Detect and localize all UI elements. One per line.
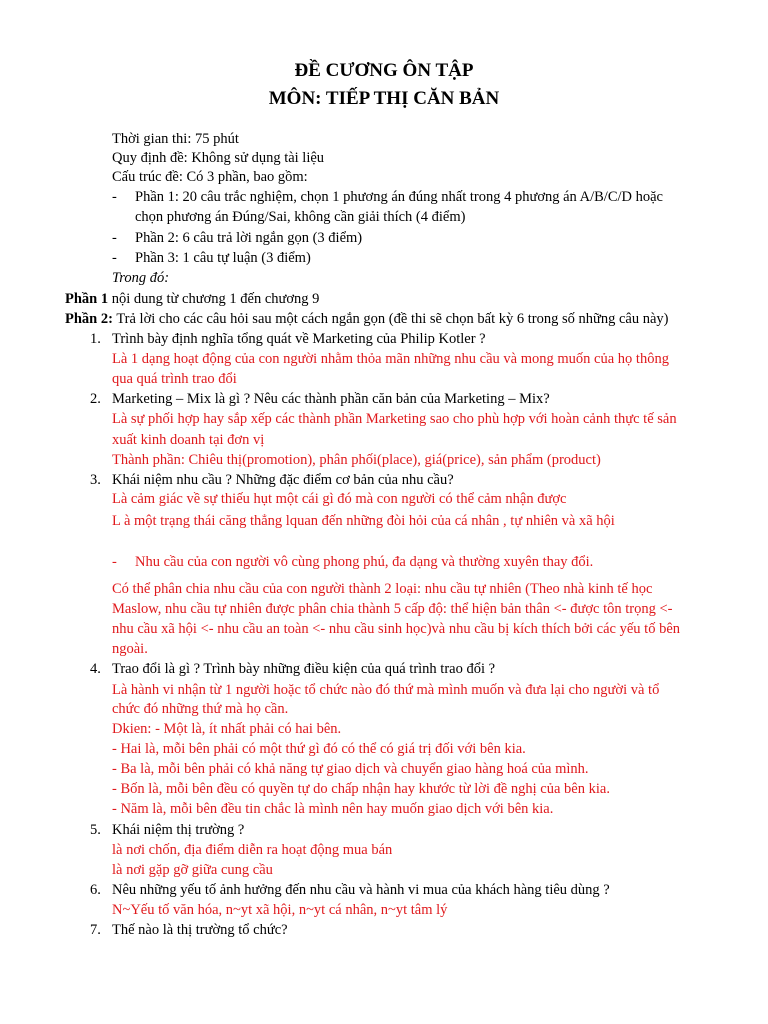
answer-3-line2: L à một trạng thái căng thẳng lquan đến những đòi hỏi của cá nhân , tự nhiên và xã hội (112, 513, 615, 529)
answer-3-line3: Nhu cầu của con người vô cùng phong phú, đa dạng và thường xuyên thay đổi. (135, 554, 594, 570)
answer-4-line7: - Năm là, mỗi bên đều tin chắc là mình nên hay muốn giao dịch với bên kia. (112, 801, 554, 817)
answer-2-line2: xuất kinh doanh tại đơn vị (112, 432, 265, 448)
exam-time: Thời gian thi: 75 phút (112, 131, 239, 147)
section-part1-label: Phần 1 (65, 291, 109, 307)
bullet-dash: - (112, 189, 117, 205)
answer-5-line2: là nơi gặp gỡ giữa cung cầu (112, 862, 273, 878)
bullet-dash: - (112, 250, 117, 266)
answer-3-line4: Có thể phân chia nhu cầu của con người thành 2 loại: nhu cầu tự nhiên (Theo nhà kinh tế học (112, 581, 653, 597)
answer-4-line4: - Hai là, mỗi bên phải có một thứ gì đó có thể có giá trị đối với bên kia. (112, 741, 526, 757)
section-part1-text: nội dung từ chương 1 đến chương 9 (108, 291, 320, 307)
question-number: 1. (90, 331, 101, 347)
question-6: Nêu những yếu tố ảnh hưởng đến nhu cầu và hành vi mua của khách hàng tiêu dùng ? (112, 882, 610, 898)
answer-5-line1: là nơi chốn, địa điểm diễn ra hoạt động mua bán (112, 842, 393, 858)
question-number: 6. (90, 882, 101, 898)
answer-4-line3: Dkien: - Một là, ít nhất phải có hai bên. (112, 721, 342, 737)
bullet-dash: - (112, 230, 117, 246)
question-number: 2. (90, 391, 101, 407)
answer-4-line5: - Ba là, mỗi bên phải có khả năng tự giao dịch và chuyển giao hàng hoá của mình. (112, 761, 589, 777)
answer-3-line5: Maslow, nhu cầu tự nhiên được phân chia thành 5 cấp độ: thể hiện bản thân <- được tôn trọng <- (112, 601, 673, 617)
section-part2-text: Trả lời cho các câu hỏi sau một cách ngắn gọn (đề thi sẽ chọn bất kỳ 6 trong số những câu này) (112, 311, 669, 327)
answer-3-line6: nhu cầu xã hội <- nhu cầu an toàn <- nhu cầu sinh học)và nhu cầu bị kích thích bởi các yếu tố bên (112, 621, 680, 637)
structure-part2: Phần 2: 6 câu trả lời ngắn gọn (3 điểm) (135, 230, 363, 246)
section-part1 (65, 290, 319, 308)
question-number: 5. (90, 822, 101, 838)
answer-2-line1: Là sự phối hợp hay sắp xếp các thành phần Marketing sao cho phù hợp với hoàn cảnh thực tế sản (112, 411, 677, 427)
structure-part3: Phần 3: 1 câu tự luận (3 điểm) (135, 250, 311, 266)
answer-1-line2: qua quá trình trao đổi (112, 371, 237, 387)
answer-4-line1: Là hành vi nhận từ 1 người hoặc tổ chức nào đó thứ mà mình muốn và đưa lại cho người và tổ (112, 682, 660, 698)
answer-4-line2: chức đó những thứ mà họ cần. (112, 701, 289, 717)
question-4: Trao đổi là gì ? Trình bày những điều kiện của quá trình trao đổi ? (112, 661, 496, 677)
exam-structure: Cấu trúc đề: Có 3 phần, bao gồm: (112, 169, 308, 185)
bullet-dash: - (112, 554, 117, 570)
exam-rule: Quy định đề: Không sử dụng tài liệu (112, 150, 325, 166)
question-number: 3. (90, 472, 101, 488)
section-part2-label: Phần 2: (65, 311, 113, 327)
question-1: Trình bày định nghĩa tổng quát về Marketing của Philip Kotler ? (112, 331, 486, 347)
answer-3-line1: Là cảm giác về sự thiếu hụt một cái gì đó mà con người có thể cảm nhận được (112, 491, 567, 507)
section-part2 (65, 310, 668, 328)
question-7: Thế nào là thị trường tổ chức? (112, 922, 288, 938)
question-5: Khái niệm thị trường ? (112, 822, 245, 838)
answer-6-line1: N~Yếu tố văn hóa, n~yt xã hội, n~yt cá nhân, n~yt tâm lý (112, 902, 448, 918)
doc-subtitle: MÔN: TIẾP THỊ CĂN BẢN (268, 88, 500, 109)
trong-do-label: Trong đó: (112, 270, 170, 286)
answer-1-line1: Là 1 dạng hoạt động của con người nhằm thỏa mãn những nhu cầu và mong muốn của họ thông (112, 351, 669, 367)
answer-4-line6: - Bốn là, mỗi bên đều có quyền tự do chấp nhận hay khước từ lời đề nghị của bên kia. (112, 781, 610, 797)
answer-2-line3: Thành phần: Chiêu thị(promotion), phân phối(place), giá(price), sản phẩm (product) (112, 452, 601, 468)
structure-part1-line1: Phần 1: 20 câu trắc nghiệm, chọn 1 phương án đúng nhất trong 4 phương án A/B/C/D hoặc (135, 189, 663, 205)
question-number: 7. (90, 922, 101, 938)
answer-3-line7: ngoài. (112, 641, 148, 657)
question-2: Marketing – Mix là gì ? Nêu các thành phần căn bản của Marketing – Mix? (112, 391, 550, 407)
question-3: Khái niệm nhu cầu ? Những đặc điểm cơ bản của nhu cầu? (112, 472, 454, 488)
doc-title: ĐỀ CƯƠNG ÔN TẬP (294, 60, 474, 81)
question-number: 4. (90, 661, 101, 677)
structure-part1-line2: chọn phương án Đúng/Sai, không cần giải thích (4 điểm) (135, 209, 466, 225)
